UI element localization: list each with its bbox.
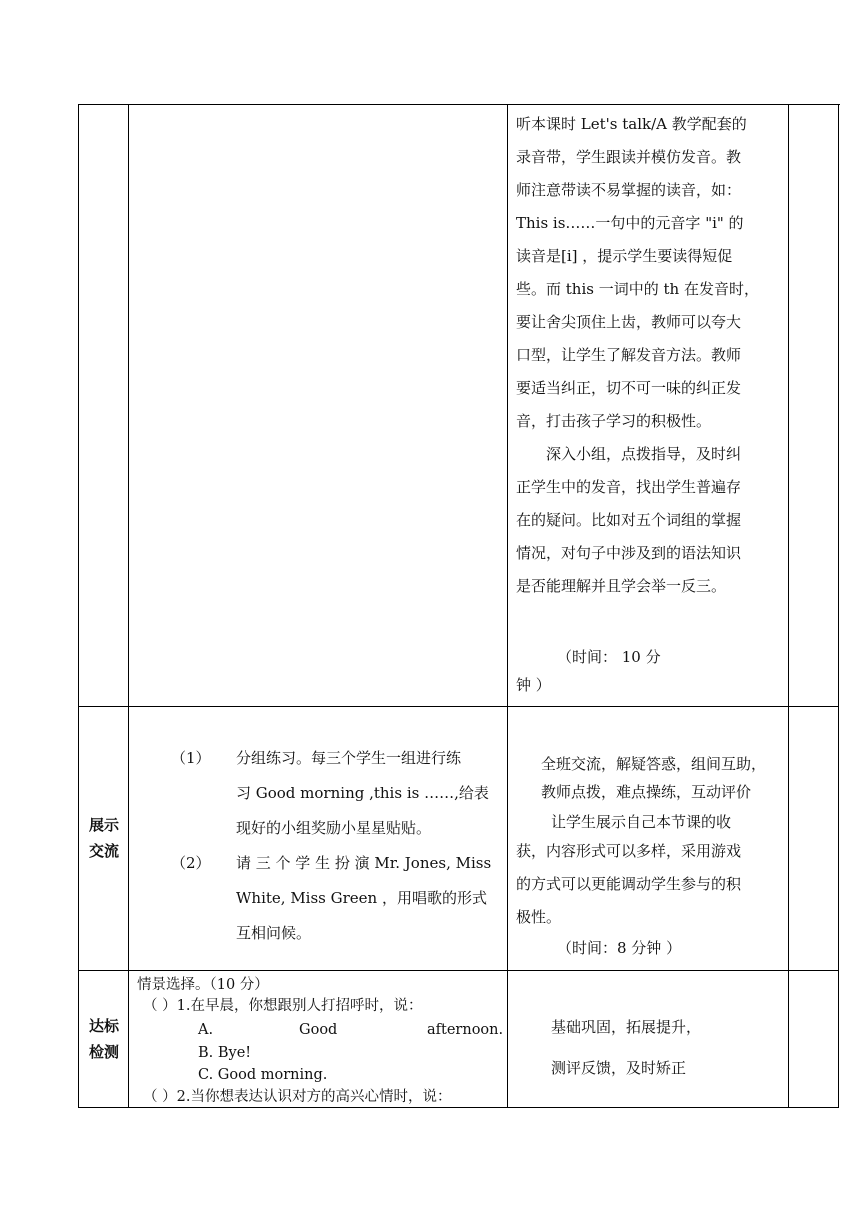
label-line: 交流 bbox=[88, 842, 119, 860]
label-line: 检测 bbox=[88, 1043, 119, 1061]
text-line: 要适当纠正，切不可一味的纠正发 bbox=[516, 379, 742, 397]
text-line: 要让舍尖顶住上齿，教师可以夸大 bbox=[516, 313, 742, 331]
notes-cell bbox=[789, 706, 839, 970]
item1-number: （1） bbox=[171, 749, 211, 767]
assessment-line2: 测评反馈，及时矫正 bbox=[551, 1059, 687, 1077]
row-label-cell bbox=[79, 105, 129, 706]
text-line: 分组练习。每三个学生一组进行练 bbox=[236, 749, 462, 767]
text-line: 正学生中的发音，找出学生普遍存 bbox=[516, 478, 742, 496]
item1-text bbox=[236, 741, 489, 846]
text-line: 在的疑问。比如对五个词组的掌握 bbox=[516, 511, 742, 529]
text-line: 的方式可以更能调动学生参与的积 bbox=[516, 875, 742, 893]
text-line: 互相问候。 bbox=[236, 924, 312, 942]
row-label-display-exchange bbox=[79, 812, 129, 864]
option-c: C. Good morning. bbox=[198, 1067, 328, 1083]
option-a-word1: Good bbox=[299, 1022, 338, 1038]
text-line: 些。而 this 一词中的 th 在发音时， bbox=[516, 280, 759, 298]
text-line: 情况，对句子中涉及到的语法知识 bbox=[516, 544, 742, 562]
option-b: B. Bye! bbox=[198, 1045, 252, 1061]
time-note-line1: （时间： 10 分 bbox=[557, 648, 661, 666]
text-line: 音，打击孩子学习的积极性。 bbox=[516, 412, 712, 430]
option-a-word2: afternoon. bbox=[427, 1022, 504, 1038]
exchange-line1: 全班交流，解疑答惑，组间互助， bbox=[541, 755, 767, 773]
quiz-question-1: （ ）1.在早晨，你想跟别人打招呼时，说： bbox=[143, 998, 423, 1014]
lesson-plan-table bbox=[78, 104, 840, 1108]
assessment-line1: 基础巩固，拓展提升， bbox=[551, 1018, 702, 1036]
text-line: 请 三 个 学 生 扮 演 Mr. Jones, Miss bbox=[236, 854, 492, 872]
option-a-letter: A. bbox=[198, 1022, 214, 1038]
exchange-line3: 让学生展示自己本节课的收 bbox=[551, 813, 732, 831]
table-row-assessment bbox=[79, 970, 839, 1108]
table-row-display-exchange bbox=[79, 706, 839, 971]
intent-cell bbox=[508, 970, 789, 1107]
label-line: 展示 bbox=[88, 816, 119, 834]
text-line: 现好的小组奖励小星星贴贴。 bbox=[236, 819, 432, 837]
table-row-practice bbox=[79, 105, 839, 707]
notes-cell bbox=[789, 970, 839, 1107]
text-line: 是否能理解并且学会举一反三。 bbox=[516, 577, 727, 595]
teaching-intent-text bbox=[516, 108, 759, 603]
activity-cell bbox=[129, 105, 508, 706]
text-line: 获，内容形式可以多样，采用游戏 bbox=[516, 842, 742, 860]
exchange-rest bbox=[516, 835, 741, 934]
time-note-line2: 钟 ） bbox=[516, 676, 551, 694]
text-line: White, Miss Green ，用唱歌的形式 bbox=[236, 889, 487, 907]
item2-text bbox=[236, 846, 491, 951]
text-line: 口型，让学生了解发音方法。教师 bbox=[516, 346, 742, 364]
time-note: （时间：8 分钟 ） bbox=[557, 939, 682, 957]
text-line: 读音是[i] ，提示学生要读得短促 bbox=[516, 247, 733, 265]
text-line: 极性。 bbox=[516, 908, 562, 926]
text-line: 录音带，学生跟读并模仿发音。教 bbox=[516, 148, 742, 166]
row-label-assessment bbox=[79, 1013, 129, 1065]
item2-number: （2） bbox=[171, 854, 211, 872]
text-line: 深入小组，点拨指导，及时纠 bbox=[516, 445, 742, 463]
text-line: This is……一句中的元音字 "i" 的 bbox=[516, 214, 744, 232]
text-line: 习 Good morning ,this is ……,给表 bbox=[236, 784, 489, 802]
exchange-line2: 教师点拨，难点操练，互动评价 bbox=[541, 783, 752, 801]
label-line: 达标 bbox=[88, 1017, 119, 1035]
notes-cell bbox=[789, 105, 839, 706]
text-line: 师注意带读不易掌握的读音，如： bbox=[516, 181, 742, 199]
text-line: 听本课时 Let's talk/A 教学配套的 bbox=[516, 115, 747, 133]
quiz-question-2: （ ）2.当你想表达认识对方的高兴心情时，说： bbox=[143, 1089, 452, 1105]
quiz-heading: 情景选择。（10 分） bbox=[137, 977, 269, 993]
